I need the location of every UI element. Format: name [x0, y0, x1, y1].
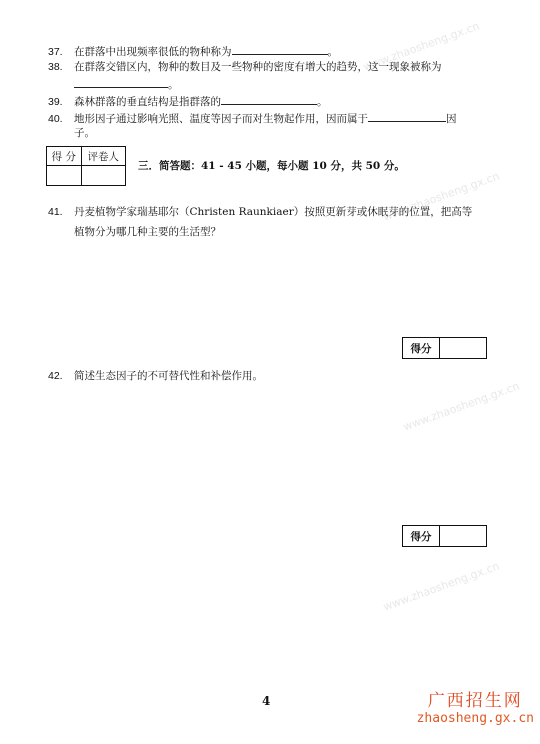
- score-cell[interactable]: [47, 166, 82, 186]
- question-39-text: 森林群落的垂直结构是指群落的: [74, 96, 221, 108]
- question-40-text: 地形因子通过影响光照、温度等因子而对生物起作用，因而属于: [74, 113, 368, 125]
- question-37: 37. 在群落中出现频率很低的物种称为 。: [48, 46, 338, 58]
- score-box-41: [402, 337, 487, 359]
- watermark: www.zhaosheng.gx.cn: [381, 559, 502, 614]
- question-42: 42. 简述生态因子的不可替代性和补偿作用。: [48, 370, 263, 382]
- question-41: 41. 丹麦植物学家瑞基耶尔（Christen Raunkiaer）按照更新芽或休眠芽的位置，把高等: [48, 206, 473, 218]
- score-box-label: 得分: [403, 526, 440, 546]
- question-41-cont: 植物分为哪几种主要的生活型？: [74, 226, 221, 238]
- page-number: 4: [262, 694, 271, 708]
- site-brand: [417, 686, 534, 726]
- score-box-42: [402, 525, 487, 547]
- question-38-blank-line: 。: [74, 77, 179, 92]
- question-40-cont: 子。: [74, 127, 95, 139]
- question-42-text: 简述生态因子的不可替代性和补偿作用。: [74, 370, 263, 382]
- score-box-value[interactable]: [440, 526, 486, 546]
- question-41-text: 丹麦植物学家瑞基耶尔（Christen Raunkiaer）按照更新芽或休眠芽的位置，把高等: [74, 206, 473, 218]
- answer-blank-40[interactable]: [368, 111, 446, 122]
- brand-url: zhaosheng.gx.cn: [416, 711, 534, 726]
- watermark: www.zhaosheng.gx.cn: [381, 169, 502, 224]
- watermark: www.zhaosheng.gx.cn: [361, 19, 482, 74]
- question-37-text: 在群落中出现频率很低的物种称为: [74, 46, 232, 58]
- section-3-heading: 三．简答题：41 - 45 小题，每小题 10 分，共 50 分。: [138, 160, 405, 172]
- score-header: 得 分: [47, 147, 82, 166]
- question-38: 38. 在群落交错区内，物种的数目及一些物种的密度有增大的趋势，这一现象被称为: [48, 61, 442, 73]
- answer-blank-37[interactable]: [232, 44, 328, 55]
- answer-area-42[interactable]: [48, 392, 488, 520]
- brand-name: 广西招生网: [427, 691, 523, 711]
- question-40: 40. 地形因子通过影响光照、温度等因子而对生物起作用，因而属于 因: [48, 113, 457, 125]
- score-box-label: 得分: [403, 338, 440, 358]
- answer-blank-38[interactable]: [74, 77, 168, 88]
- watermark: www.zhaosheng.gx.cn: [401, 379, 522, 434]
- grader-cell[interactable]: [81, 166, 125, 186]
- grader-header: 评卷人: [81, 147, 125, 166]
- answer-area-41[interactable]: [48, 248, 488, 328]
- question-38-text: 在群落交错区内，物种的数目及一些物种的密度有增大的趋势，这一现象被称为: [74, 61, 442, 73]
- grading-table: [46, 146, 126, 186]
- score-box-value[interactable]: [440, 338, 486, 358]
- answer-blank-39[interactable]: [221, 94, 317, 105]
- question-39: 39. 森林群落的垂直结构是指群落的 。: [48, 96, 328, 108]
